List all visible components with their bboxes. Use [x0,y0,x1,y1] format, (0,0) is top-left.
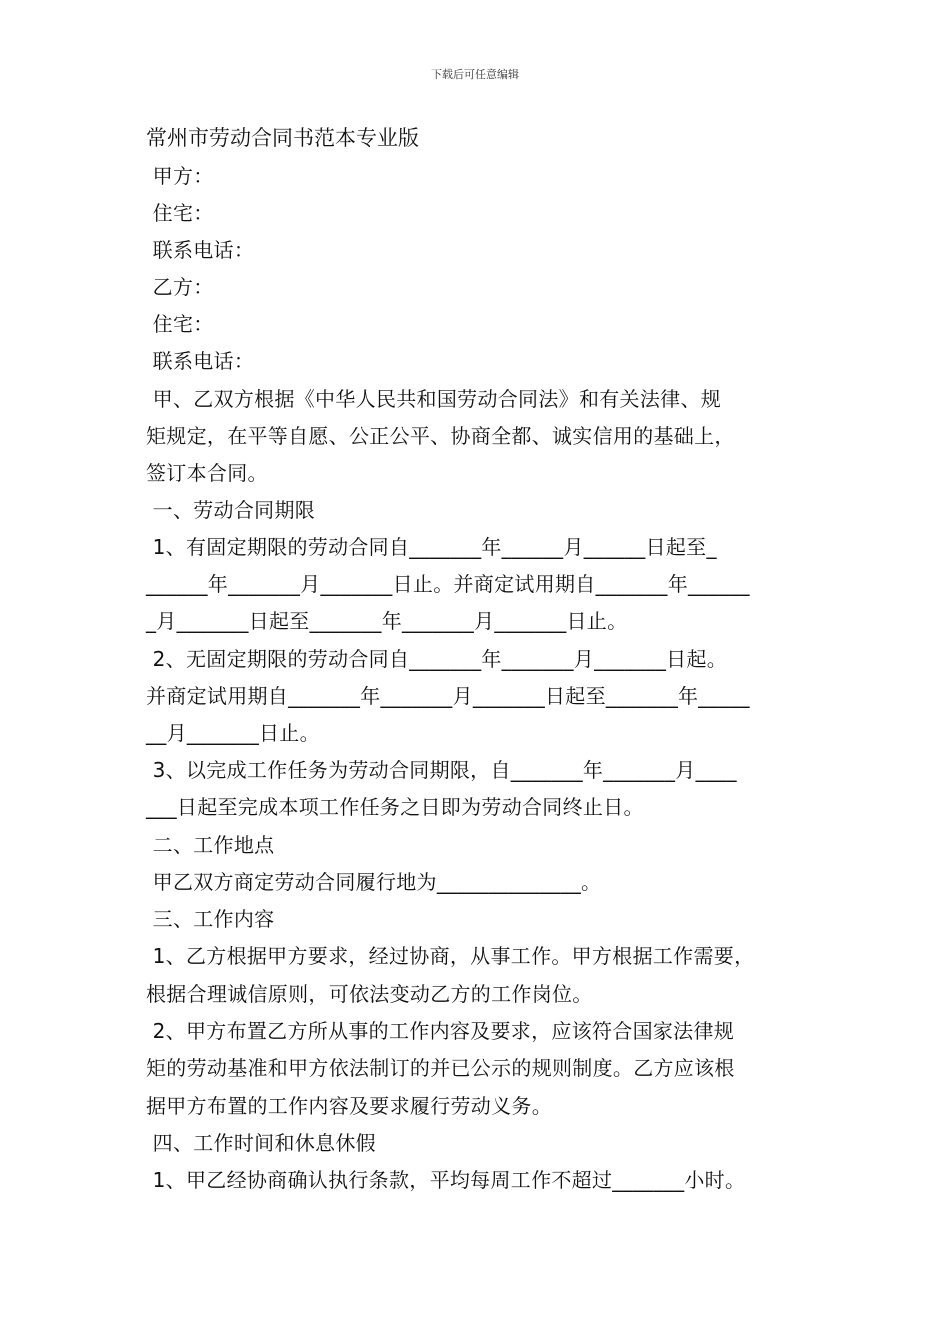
section-heading: 三、工作内容 [146,907,275,931]
paragraph-line: 2、无固定期限的劳动合同自_______年_______月_______日起。 [146,647,728,671]
paragraph-line: 矩规定，在平等自愿、公正公平、协商全都、诚实信用的基础上， [146,424,735,448]
paragraph-line: 甲、乙双方根据《中华人民共和国劳动合同法》和有关法律、规 [146,387,722,411]
paragraph-line: ___日起至完成本项工作任务之日即为劳动合同终止日。 [146,795,644,819]
paragraph-line: 并商定试用期自_______年_______月_______日起至_______年_____ [146,684,750,708]
document-title: 常州市劳动合同书范本专业版 [146,126,419,150]
paragraph-line: ______年_______月_______日止。并商定试用期自_______年______ [146,572,750,596]
header-note: 下载后可任意编辑 [431,68,519,81]
paragraph-line: 矩的劳动基准和甲方依法制订的并已公示的规则制度。乙方应该根 [146,1056,735,1080]
paragraph-line: 根据合理诚信原则，可依法变动乙方的工作岗位。 [146,982,593,1006]
paragraph-line: __月_______日止。 [146,721,320,745]
section-heading: 一、劳动合同期限 [146,498,316,522]
paragraph-line: 甲乙双方商定劳动合同履行地为______________。 [146,870,602,894]
party-a-phone: 联系电话： [146,238,255,262]
section-heading: 二、工作地点 [146,833,275,857]
paragraph-line: 1、甲乙经协商确认执行条款，平均每周工作不超过_______小时。 [146,1168,746,1192]
party-a-line: 甲方： [146,164,214,188]
paragraph-line: 据甲方布置的工作内容及要求履行劳动义务。 [146,1094,552,1118]
paragraph-line: 3、以完成工作任务为劳动合同期限，自_______年_______月____ [146,758,737,782]
paragraph-line: 签订本合同。 [146,461,268,485]
party-b-line: 乙方： [146,275,214,299]
party-a-address: 住宅： [146,201,214,225]
paragraph-line: 2、甲方布置乙方所从事的工作内容及要求，应该符合国家法律规 [146,1019,735,1043]
party-b-address: 住宅： [146,312,214,336]
party-b-phone: 联系电话： [146,349,255,373]
paragraph-line: 1、有固定期限的劳动合同自_______年______月______日起至_ [146,535,717,559]
paragraph-line: _月_______日起至_______年_______月_______日止。 [146,609,628,633]
paragraph-line: 1、乙方根据甲方要求，经过协商，从事工作。甲方根据工作需要， [146,944,755,968]
section-heading: 四、工作时间和休息休假 [146,1131,376,1155]
